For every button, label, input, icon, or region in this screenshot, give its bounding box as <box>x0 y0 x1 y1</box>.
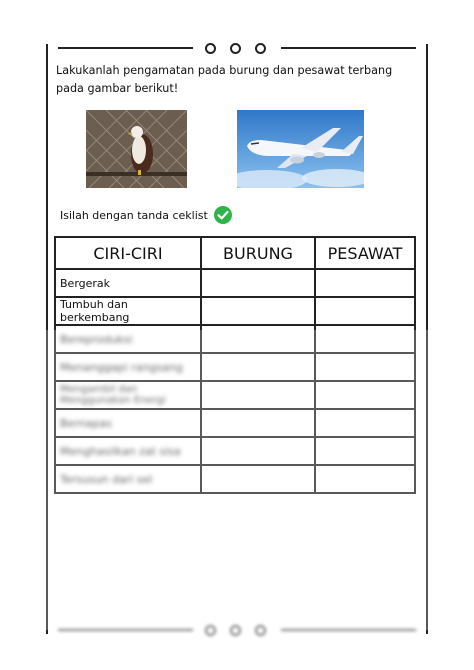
header-pesawat: PESAWAT <box>315 237 415 269</box>
checklist-instruction <box>60 206 232 224</box>
burung-cell[interactable] <box>201 269 315 297</box>
instruction-text: Lakukanlah pengamatan pada burung dan pesawat terbang pada gambar berikut! <box>56 64 393 95</box>
table-row <box>55 381 415 409</box>
row-label: Bergerak <box>55 269 201 297</box>
bird-photo <box>86 110 187 188</box>
row-label: Tumbuh dan berkembang <box>55 297 201 325</box>
table-row <box>55 353 415 381</box>
pesawat-cell[interactable] <box>315 437 415 465</box>
burung-cell[interactable] <box>201 297 315 325</box>
pesawat-cell[interactable] <box>315 465 415 493</box>
header-ciri: CIRI-CIRI <box>55 237 201 269</box>
pesawat-cell[interactable] <box>315 381 415 409</box>
row-label: Tersusun dari sel <box>55 465 201 493</box>
table-row <box>55 465 415 493</box>
observation-table <box>54 236 416 494</box>
pesawat-cell[interactable] <box>315 409 415 437</box>
burung-cell[interactable] <box>201 465 315 493</box>
burung-cell[interactable] <box>201 409 315 437</box>
pesawat-cell[interactable] <box>315 353 415 381</box>
pesawat-cell[interactable] <box>315 297 415 325</box>
green-check-icon <box>214 206 232 224</box>
row-label: Mengambil dan Menggunakan Energi <box>55 381 201 409</box>
row-label: Bernapas <box>55 409 201 437</box>
checklist-label: Isilah dengan tanda ceklist <box>60 208 208 222</box>
bottom-ornament <box>58 622 416 638</box>
table-row <box>55 269 415 297</box>
burung-cell[interactable] <box>201 437 315 465</box>
airplane-photo <box>237 110 364 188</box>
table-row <box>55 437 415 465</box>
burung-cell[interactable] <box>201 353 315 381</box>
burung-cell[interactable] <box>201 381 315 409</box>
page-border-right <box>426 44 428 634</box>
pesawat-cell[interactable] <box>315 325 415 353</box>
row-label: Menanggapi rangsang <box>55 353 201 381</box>
burung-cell[interactable] <box>201 325 315 353</box>
top-ornament <box>58 40 416 56</box>
pesawat-cell[interactable] <box>315 269 415 297</box>
row-label: Bereproduksi <box>55 325 201 353</box>
table-row <box>55 409 415 437</box>
table-header-row <box>55 237 415 269</box>
table-row <box>55 325 415 353</box>
page-border-left <box>46 44 48 634</box>
table-row <box>55 297 415 325</box>
header-burung: BURUNG <box>201 237 315 269</box>
row-label: Menghasilkan zat sisa <box>55 437 201 465</box>
